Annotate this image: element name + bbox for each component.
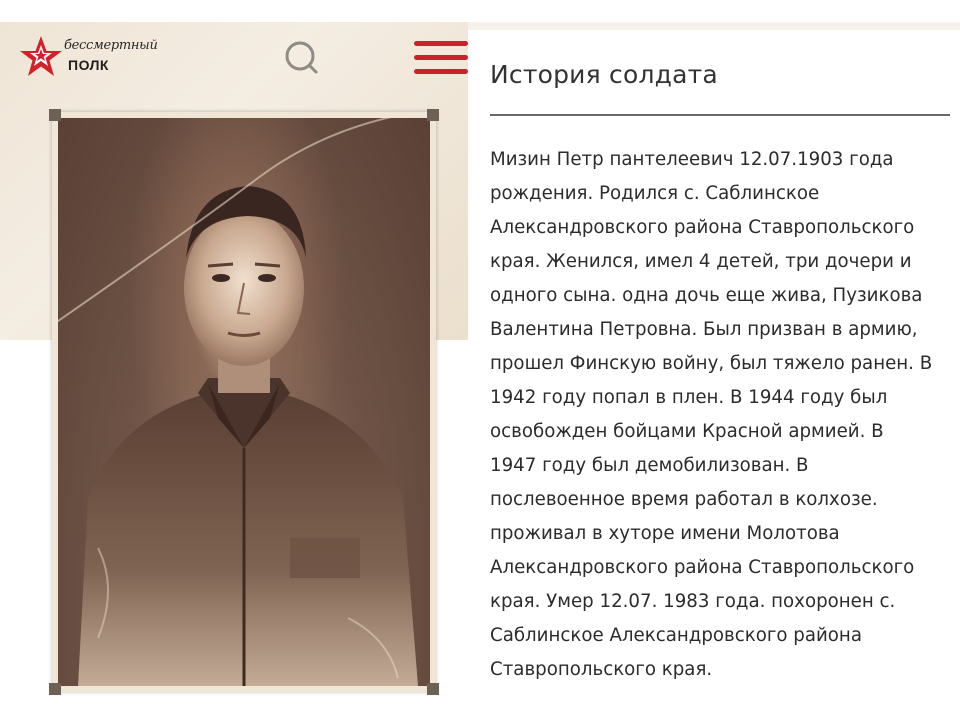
photo-corner bbox=[49, 683, 61, 695]
story-line: проживал в хуторе имени Молотова bbox=[490, 523, 840, 544]
story-line: прошел Финскую войну, был тяжело ранен. В bbox=[490, 353, 933, 374]
story-panel bbox=[490, 60, 950, 687]
soldier-photo-frame bbox=[52, 112, 436, 692]
photo-corner bbox=[427, 109, 439, 121]
hamburger-menu-icon bbox=[414, 55, 468, 60]
logo-word-text: ПОЛК bbox=[68, 57, 109, 73]
hamburger-menu-icon bbox=[414, 41, 468, 46]
story-line: Валентина Петровна. Был призван в армию, bbox=[490, 319, 918, 340]
star-logo-icon bbox=[18, 34, 64, 80]
story-line: Александровского района Ставропольского bbox=[490, 557, 915, 578]
story-line: Мизин Петр пантелеевич 12.07.1903 года bbox=[490, 149, 894, 170]
photo-corner bbox=[49, 109, 61, 121]
story-line: Саблинское Александровского района bbox=[490, 625, 862, 646]
story-text bbox=[490, 143, 950, 687]
search-button[interactable] bbox=[281, 38, 321, 78]
story-line: 1947 году был демобилизован. В bbox=[490, 455, 809, 476]
immortal-regiment-logo[interactable] bbox=[18, 34, 158, 84]
menu-button[interactable] bbox=[414, 38, 468, 78]
story-line: Ставропольского края. bbox=[490, 659, 713, 680]
story-line: рождения. Родился с. Саблинское bbox=[490, 183, 820, 204]
story-line: Александровского района Ставропольского bbox=[490, 217, 915, 238]
soldier-portrait-image bbox=[58, 118, 430, 686]
story-line: 1942 году попал в плен. В 1944 году был bbox=[490, 387, 888, 408]
story-line: послевоенное время работал в колхозе. bbox=[490, 489, 878, 510]
logo-script-text: бессмертный bbox=[64, 38, 158, 53]
title-divider bbox=[490, 114, 950, 116]
photo-corner bbox=[427, 683, 439, 695]
story-title: История солдата bbox=[490, 60, 718, 89]
hamburger-menu-icon bbox=[414, 69, 468, 74]
top-strip bbox=[468, 22, 960, 30]
story-line: освобожден бойцами Красной армией. В bbox=[490, 421, 884, 442]
search-icon bbox=[281, 38, 321, 78]
story-line: одного сына. одна дочь еще жива, Пузикова bbox=[490, 285, 923, 306]
story-line: края. Умер 12.07. 1983 года. похоронен с. bbox=[490, 591, 896, 612]
soldier-photo bbox=[58, 118, 430, 686]
story-line: края. Женился, имел 4 детей, три дочери и bbox=[490, 251, 912, 272]
